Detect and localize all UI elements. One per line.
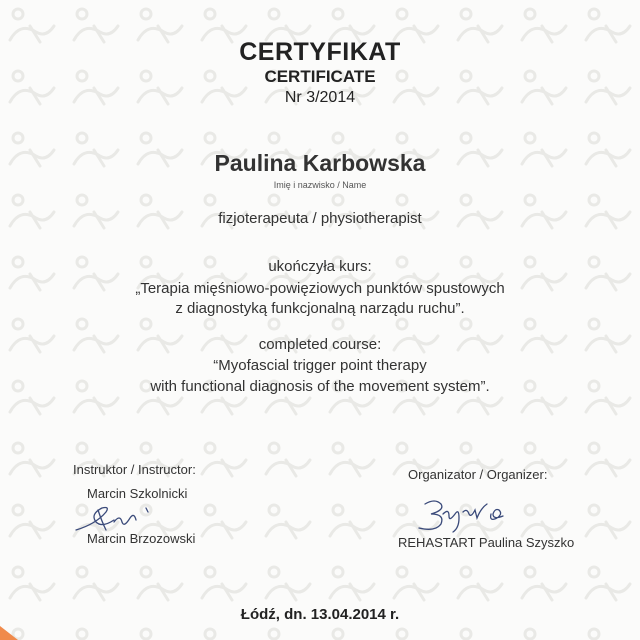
certificate-title-en: CERTIFICATE [264, 67, 376, 86]
place-and-date: Łódź, dn. 13.04.2014 r. [240, 606, 400, 623]
course-title-en-line2: with functional diagnosis of the movement system”. [150, 378, 490, 395]
course-title-pl-line1: „Terapia mięśniowo-powięziowych punktów spustowych [135, 280, 505, 297]
organizer-name: REHASTART Paulina Szyszko [398, 535, 575, 550]
recipient-name: Paulina Karbowska [214, 150, 426, 176]
course-intro-pl: ukończyła kurs: [268, 258, 372, 275]
instructor-name-1: Marcin Szkolnicki [87, 486, 188, 501]
course-title-en-line1: “Myofascial trigger point therapy [213, 357, 427, 374]
instructor-label: Instruktor / Instructor: [73, 462, 196, 477]
organizer-label: Organizator / Organizer: [408, 467, 548, 482]
recipient-name-label: Imię i nazwisko / Name [273, 180, 367, 190]
course-intro-en: completed course: [258, 336, 382, 353]
certificate-title-pl: CERTYFIKAT [239, 38, 401, 66]
corner-accent [0, 626, 18, 640]
recipient-profession: fizjoterapeuta / physiotherapist [218, 210, 422, 227]
instructor-name-2: Marcin Brzozowski [87, 531, 196, 546]
organizer-signature [405, 494, 525, 534]
course-title-pl-line2: z diagnostyką funkcjonalną narządu ruchu”. [175, 300, 465, 317]
certificate-number: Nr 3/2014 [284, 89, 356, 106]
